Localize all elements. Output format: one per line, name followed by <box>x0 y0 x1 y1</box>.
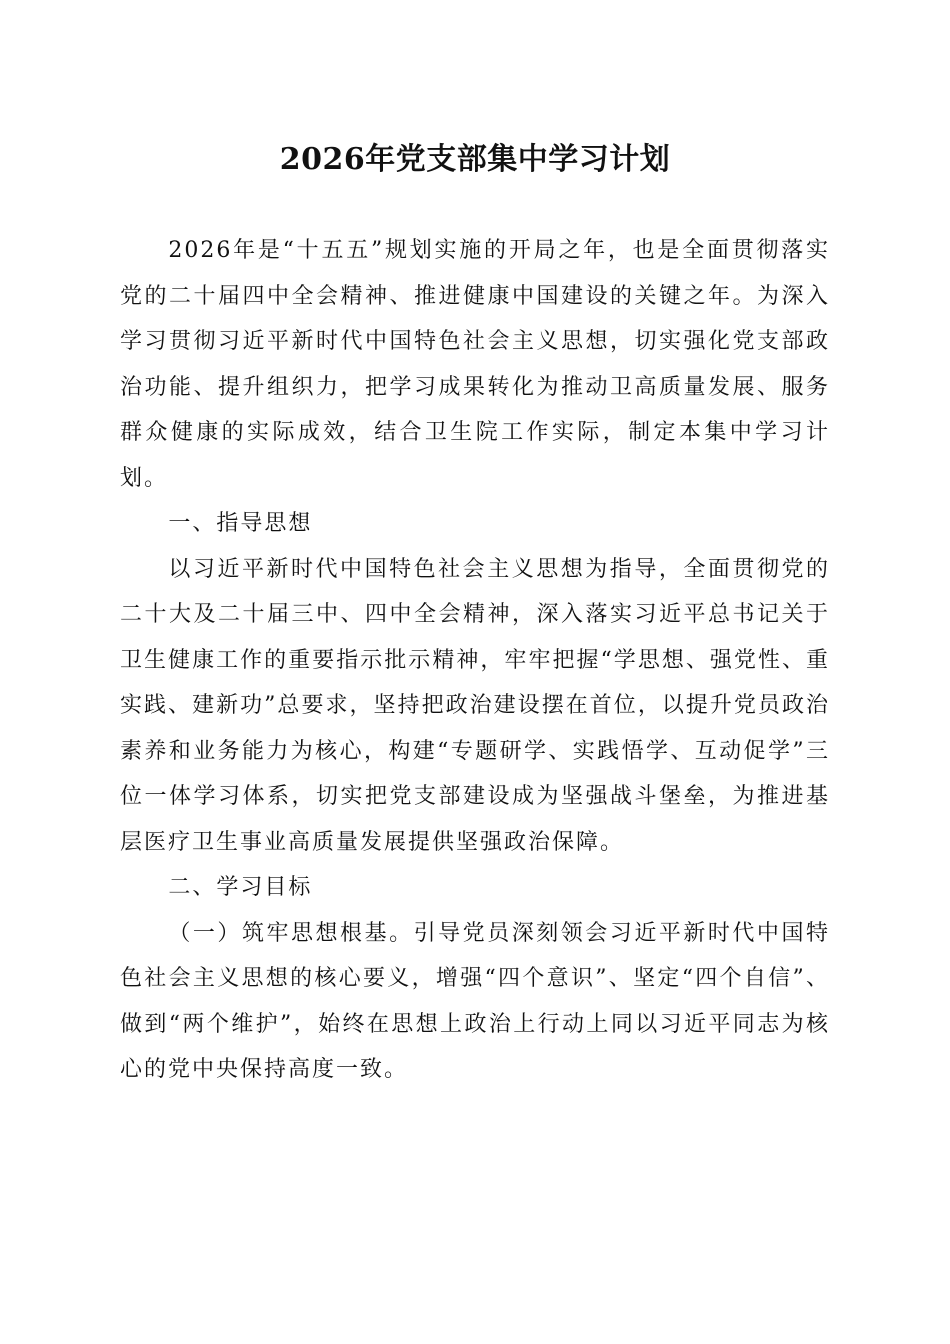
learning-goal-item-1 <box>120 911 830 1093</box>
guiding-thought-paragraph: 以习近平新时代中国特色社会主义思想为指导，全面贯彻党的二十大及二十届三中、四中全会精神，深入落实习近平总书记关于卫生健康工作的重要指示批示精神，牢牢把握“学思想、强党性、重实践、建新功”总要求，坚持把政治建设摆在首位，以提升党员政治素养和业务能力为核心，构建“专题研学、实践悟学、互动促学”三位一体学习体系，切实把党支部建设成为坚强战斗堡垒，为推进基层医疗卫生事业高质量发展提供坚强政治保障。 <box>120 556 830 855</box>
document-title: 2026年党支部集中学习计划 <box>279 142 671 177</box>
document-body <box>120 228 830 1093</box>
section-heading-guiding-thought: 一、指导思想 <box>168 511 313 536</box>
intro-paragraph: 2026年是“十五五”规划实施的开局之年，也是全面贯彻落实党的二十届四中全会精神、推进健康中国建设的关键之年。为深入学习贯彻习近平新时代中国特色社会主义思想，切实强化党支部政治功能、提升组织力，把学习成果转化为推动卫高质量发展、服务群众健康的实际成效，结合卫生院工作实际，制定本集中学习计划。 <box>120 238 830 491</box>
learning-goal-item-1-lead: （一）筑牢思想根基。 <box>168 920 414 946</box>
section-heading-learning-goals: 二、学习目标 <box>168 875 313 900</box>
learning-goal-item-1-text: 引导党员深刻领会习近平新时代中国特色社会主义思想的核心要义，增强“四个意识”、坚定“四个自信”、做到“两个维护”，始终在思想上政治上行动上同以习近平同志为核心的党中央保持高度一致。 <box>120 920 830 1082</box>
